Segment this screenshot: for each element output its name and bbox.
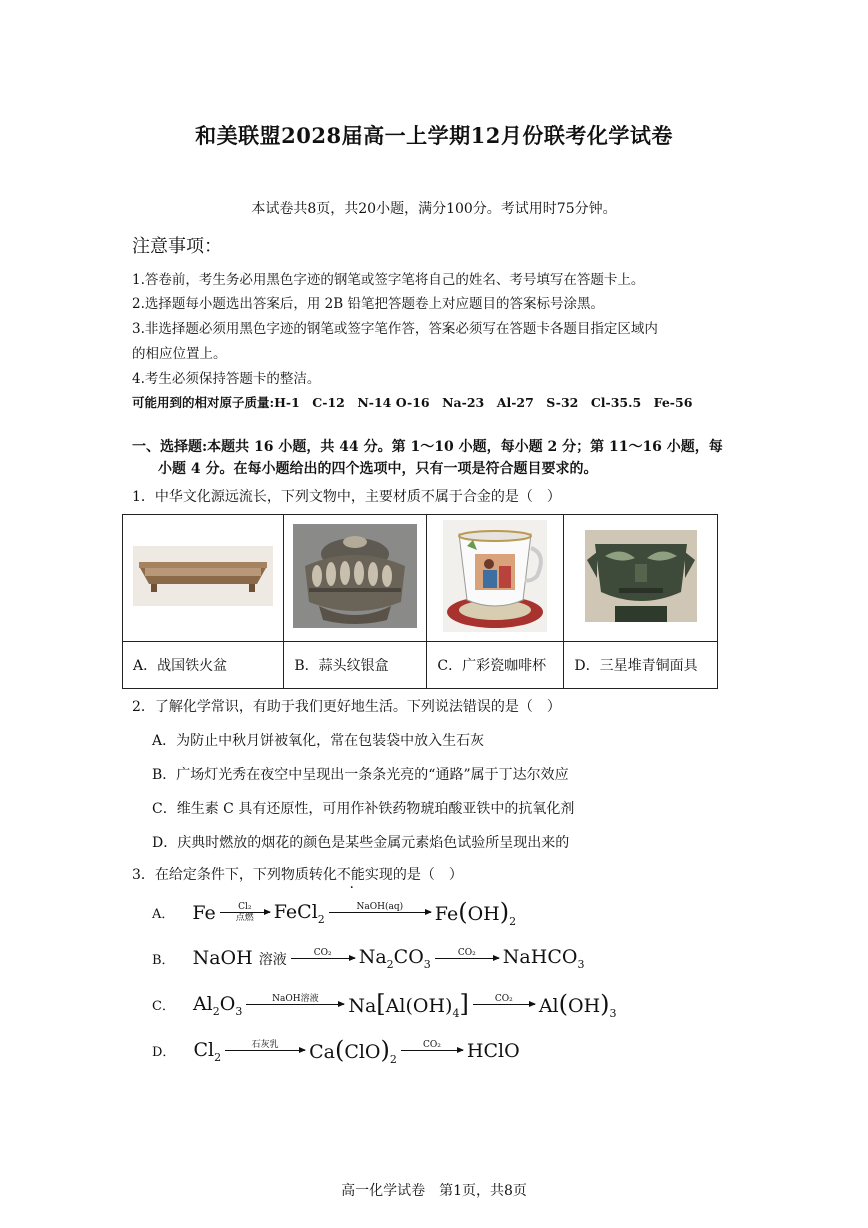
exam-subtitle: 本试卷共8页，共20小题，满分100分。考试用时75分钟。 <box>251 201 617 217</box>
option-d-cond-2: CO₂ <box>422 1040 441 1051</box>
artifact-option-b: B．蒜头纹银盒 <box>284 642 427 689</box>
option-a-cond-2: NaOH(aq) <box>356 902 404 913</box>
option-c-species-1-sub1: 2 <box>212 1004 220 1018</box>
notice-item-1: 1.答卷前，考生务必用黑色字迹的钢笔或签字笔将自己的姓名、考号填写在答题卡上。 <box>132 272 645 288</box>
notice-heading: 注意事项： <box>132 236 222 257</box>
option-a-arrow-1 <box>220 902 270 923</box>
question-3-stem-emphasis: 不能 <box>336 867 365 883</box>
arrow-shaft <box>329 912 431 913</box>
section-1-instructions <box>132 436 752 480</box>
bracket-open: [ <box>376 990 386 1018</box>
option-c-species-2-sub: 4 <box>452 1006 460 1020</box>
option-b-arrow-1 <box>291 948 355 969</box>
option-c-label: C． <box>152 999 175 1015</box>
option-a-species-3-sub: 2 <box>509 914 517 928</box>
option-a-cond-1-top: Cl₂ <box>238 902 252 913</box>
arrow-shaft <box>220 912 270 913</box>
silver-box-image <box>293 524 417 628</box>
question-3-stem-c: 实现的是（ ） <box>364 867 463 883</box>
section-1-line-2: 小题 4 分。在每小题给出的四个选项中，只有一项是符合题目要求的。 <box>158 461 598 477</box>
option-c-species-1 <box>193 993 242 1018</box>
option-c-species-2 <box>348 990 468 1020</box>
bracket-close: ] <box>459 990 469 1018</box>
question-3-option-b <box>152 946 584 971</box>
option-b-species-3-sub: 3 <box>577 957 585 971</box>
question-2-option-a: A．为防止中秋月饼被氧化，常在包装袋中放入生石灰 <box>152 733 485 749</box>
arrow-shaft <box>401 1050 463 1051</box>
porcelain-cup-image <box>443 520 547 632</box>
paren-open: ( <box>334 1036 345 1064</box>
arrow-shaft <box>225 1050 305 1051</box>
option-a-species-2-sub: 2 <box>317 912 325 926</box>
section-1-line-1: 一、选择题:本题共 16 小题，共 44 分。第 1～10 小题，每小题 2 分；第 11～16 小题，每 <box>132 439 723 455</box>
option-d-arrow-1 <box>225 1040 305 1061</box>
arrow-shaft <box>435 958 499 959</box>
page-footer: 高一化学试卷 第1页，共8页 <box>341 1183 527 1199</box>
atomic-masses: 可能用到的相对原子质量:H-1 C-12 N-14 O-16 Na-23 Al-27 S-32 Cl-35.5 Fe-56 <box>132 395 693 410</box>
option-a-arrow-2 <box>329 902 431 923</box>
option-d-species-2 <box>309 1036 397 1066</box>
question-3-stem <box>132 864 463 884</box>
question-2-stem: 2．了解化学常识，有助于我们更好地生活。下列说法错误的是（ ） <box>132 699 561 715</box>
option-a-species-1: Fe <box>192 901 216 924</box>
option-c-species-3-sub: 3 <box>609 1006 617 1020</box>
question-2-option-b: B．广场灯光秀在夜空中呈现出一条条光亮的“通路”属于丁达尔效应 <box>152 767 569 783</box>
option-a-label: A． <box>152 907 175 923</box>
option-a-species-2-main: FeCl <box>273 900 318 923</box>
option-c-cond-2: CO₂ <box>494 994 513 1005</box>
iron-brazier-image <box>133 546 273 606</box>
option-b-label: B． <box>152 952 175 968</box>
artifact-image-cell-b <box>284 515 427 642</box>
option-d-species-2-inner: ClO <box>344 1041 381 1063</box>
option-d-species-2-sub: 2 <box>389 1052 397 1066</box>
option-d-species-2-main: Ca <box>309 1041 335 1063</box>
option-c-species-1-a: Al <box>192 992 213 1015</box>
paren-close: ) <box>499 898 510 926</box>
option-c-species-1-b: O <box>219 992 236 1015</box>
artifact-option-a: A．战国铁火盆 <box>123 642 284 689</box>
bronze-mask-image <box>585 530 697 622</box>
option-c-species-2-main: Na <box>348 995 377 1017</box>
paren-open: ( <box>558 990 569 1018</box>
option-c-species-3 <box>539 990 617 1020</box>
artifact-image-cell-d <box>564 515 718 642</box>
option-d-species-1-main: Cl <box>193 1038 215 1061</box>
option-a-species-3-main: Fe <box>434 903 459 925</box>
option-d-species-1 <box>193 1039 221 1064</box>
option-b-cond-1: CO₂ <box>313 947 332 958</box>
arrow-shaft <box>246 1004 344 1005</box>
option-b-species-2 <box>359 946 431 971</box>
option-b-species-2-a: Na <box>358 946 387 968</box>
artifact-image-cell-a <box>123 515 284 642</box>
option-b-arrow-2 <box>435 948 499 969</box>
notice-item-3-cont: 的相应位置上。 <box>132 346 227 362</box>
question-1-stem: 1．中华文化源远流长，下列文物中，主要材质不属于合金的是（ ） <box>132 489 561 505</box>
option-a-species-2 <box>274 901 325 926</box>
artifact-option-c: C．广彩瓷咖啡杯 <box>427 642 564 689</box>
question-3-option-a <box>152 898 516 928</box>
option-d-species-3: HClO <box>466 1039 520 1062</box>
artifact-option-d: D．三星堆青铜面具 <box>564 642 718 689</box>
option-c-species-1-sub2: 3 <box>235 1004 243 1018</box>
option-a-species-3 <box>435 898 516 928</box>
notice-item-4: 4.考生必须保持答题卡的整洁。 <box>132 371 321 387</box>
option-b-species-1-extra: 溶液 <box>258 952 287 969</box>
question-3-option-c <box>152 990 617 1020</box>
option-d-species-1-sub: 2 <box>214 1050 222 1064</box>
option-c-species-3-inner: OH <box>568 995 601 1017</box>
paren-close: ) <box>380 1036 390 1064</box>
option-d-arrow-2 <box>401 1040 463 1061</box>
option-d-label: D． <box>152 1045 176 1061</box>
option-c-species-2-inner: Al(OH) <box>385 995 453 1017</box>
option-b-species-3 <box>503 946 585 971</box>
notice-item-3: 3.非选择题必须用黑色字迹的钢笔或签字笔作答，答案必须写在答题卡各题目指定区域内 <box>132 321 658 337</box>
option-b-species-2-sub1: 2 <box>386 957 394 971</box>
question-2-option-c: C．维生素 C 具有还原性，可用作补铁药物琥珀酸亚铁中的抗氧化剂 <box>152 801 575 817</box>
option-c-species-3-main: Al <box>538 995 559 1017</box>
paren-close: ) <box>600 990 610 1018</box>
arrow-shaft <box>291 958 355 959</box>
question-2-option-d: D．庆典时燃放的烟花的颜色是某些金属元素焰色试验所呈现出来的 <box>152 835 570 851</box>
option-c-arrow-2 <box>473 994 535 1015</box>
arrow-shaft <box>473 1004 535 1005</box>
option-b-species-2-sub2: 3 <box>423 957 431 971</box>
notice-item-2: 2.选择题每小题选出答案后，用 2B 铅笔把答题卷上对应题目的答案标号涂黑。 <box>132 296 604 312</box>
option-c-arrow-1 <box>246 994 344 1015</box>
option-d-cond-1: 石灰乳 <box>251 1040 279 1051</box>
paren-open: ( <box>458 898 468 926</box>
option-b-species-3-main: NaHCO <box>502 946 578 968</box>
question-3-stem-a: 3．在给定条件下，下列物质转化 <box>132 867 337 883</box>
question-1-artifact-table <box>122 514 718 689</box>
option-a-species-3-inner: OH <box>467 903 500 925</box>
option-c-cond-1: NaOH溶液 <box>272 994 319 1005</box>
option-b-species-2-b: CO <box>393 946 424 968</box>
option-b-species-1-main: NaOH <box>192 947 253 970</box>
exam-title: 和美联盟2028届高一上学期12月份联考化学试卷 <box>195 123 673 148</box>
artifact-image-cell-c <box>427 515 564 642</box>
option-b-species-1 <box>193 947 287 969</box>
option-b-cond-2: CO₂ <box>457 947 476 958</box>
question-3-option-d <box>152 1036 520 1066</box>
option-a-cond-1-bottom: 点燃 <box>235 913 254 924</box>
